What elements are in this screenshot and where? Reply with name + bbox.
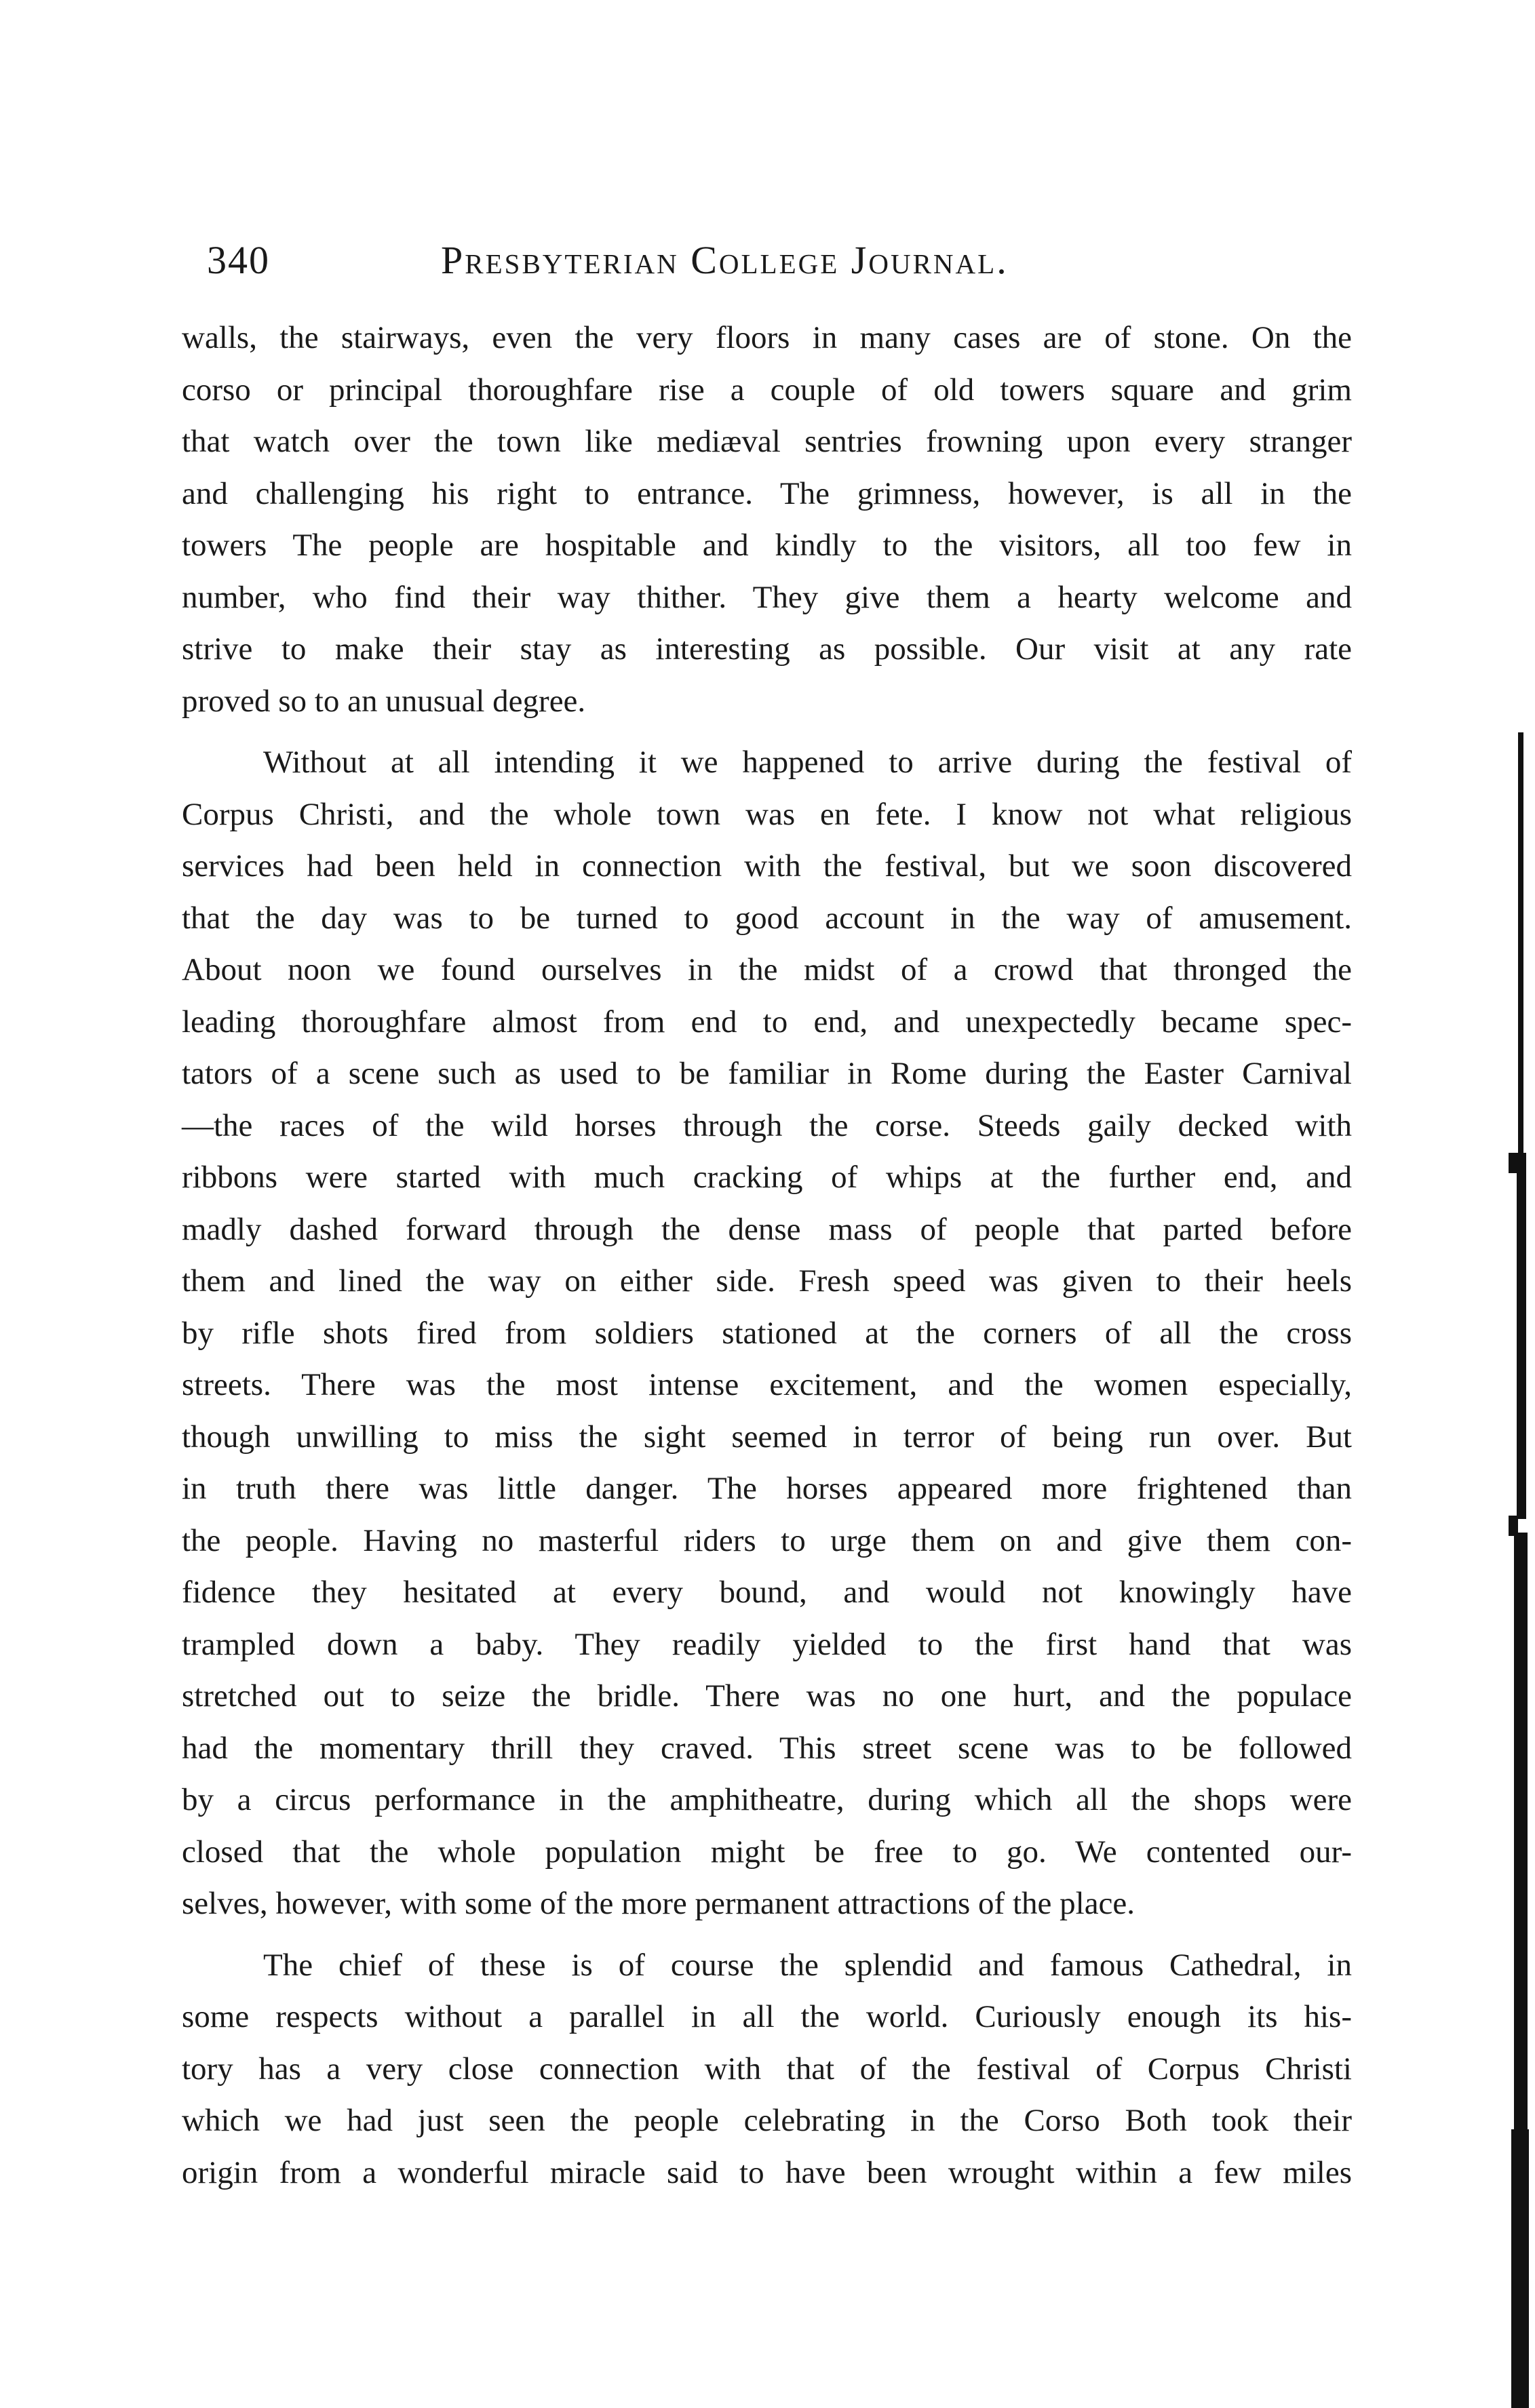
- text-line: trampled down a baby. They readily yielded to the first hand that was: [182, 1626, 1352, 1662]
- text-line: The chief of these is of course the splendid and famous Cathedral, in: [263, 1947, 1352, 1983]
- scan-edge-shadow: [1514, 1533, 1528, 2129]
- running-head: Presbyterian College Journal.: [441, 238, 1009, 282]
- text-line: walls, the stairways, even the very floors in many cases are of stone. On the: [182, 320, 1352, 355]
- page-header: [207, 237, 1360, 298]
- text-line: services had been held in connection with the festival, but we soon discovered: [182, 848, 1352, 884]
- text-line: tory has a very close connection with that of the festival of Corpus Christi: [182, 2051, 1352, 2087]
- body-text: [182, 312, 1352, 2198]
- text-line: the people. Having no masterful riders to urge them on and give them con-: [182, 1522, 1352, 1558]
- text-line: tators of a scene such as used to be familiar in Rome during the Easter Carnival: [182, 1056, 1352, 1091]
- text-line: number, who find their way thither. They give them a hearty welcome and: [182, 579, 1352, 615]
- text-line: ribbons were started with much cracking of whips at the further end, and: [182, 1160, 1352, 1195]
- text-line: and challenging his right to entrance. The grimness, however, is all in the: [182, 475, 1352, 511]
- text-line: strive to make their stay as interesting as possible. Our visit at any rate: [182, 631, 1352, 667]
- text-line: madly dashed forward through the dense mass of people that parted before: [182, 1211, 1352, 1247]
- text-line: by rifle shots fired from soldiers stationed at the corners of all the cross: [182, 1315, 1352, 1351]
- text-line: in truth there was little danger. The horses appeared more frightened than: [182, 1471, 1352, 1506]
- text-line: proved so to an unusual degree.: [182, 683, 586, 719]
- text-line: some respects without a parallel in all the world. Curiously enough its his-: [182, 1999, 1352, 2034]
- text-line: towers The people are hospitable and kindly to the visitors, all too few in: [182, 528, 1352, 563]
- text-line: origin from a wonderful miracle said to have been wrought within a few miles: [182, 2154, 1352, 2190]
- text-line: by a circus performance in the amphitheatre, during which all the shops were: [182, 1782, 1352, 1817]
- text-line: —the races of the wild horses through the corse. Steeds gaily decked with: [182, 1107, 1352, 1143]
- text-line: About noon we found ourselves in the midst of a crowd that thronged the: [182, 952, 1352, 987]
- paragraph-2: [182, 736, 1352, 1930]
- scan-edge-mark: [1509, 1516, 1518, 1536]
- text-line: leading thoroughfare almost from end to end, and unexpectedly became spec-: [182, 1004, 1352, 1040]
- page-number: 340: [207, 238, 270, 282]
- text-line: them and lined the way on either side. Fresh speed was given to their heels: [182, 1263, 1352, 1299]
- text-line: streets. There was the most intense excitement, and the women especially,: [182, 1367, 1352, 1402]
- text-line: stretched out to seize the bridle. There was no one hurt, and the populace: [182, 1678, 1352, 1714]
- text-line: Without at all intending it we happened to arrive during the festival of: [263, 745, 1352, 780]
- text-line: Corpus Christi, and the whole town was en fete. I know not what religious: [182, 796, 1352, 832]
- text-line: had the momentary thrill they craved. This street scene was to be followed: [182, 1730, 1352, 1766]
- text-line: though unwilling to miss the sight seemed in terror of being run over. But: [182, 1419, 1352, 1455]
- text-line: fidence they hesitated at every bound, and would not knowingly have: [182, 1575, 1352, 1610]
- scan-edge-shadow: [1518, 732, 1523, 1153]
- text-line: corso or principal thoroughfare rise a couple of old towers square and grim: [182, 372, 1352, 408]
- text-line: that the day was to be turned to good account in the way of amusement.: [182, 900, 1352, 936]
- text-line: that watch over the town like mediæval sentries frowning upon every stranger: [182, 424, 1352, 459]
- paragraph-1: [182, 312, 1352, 727]
- text-line: selves, however, with some of the more permanent attractions of the place.: [182, 1886, 1135, 1921]
- scan-edge-shadow: [1511, 2129, 1529, 2408]
- scan-edge-mark: [1509, 1153, 1518, 1173]
- text-line: which we had just seen the people celebrating in the Corso Both took their: [182, 2103, 1352, 2138]
- scan-edge-shadow: [1517, 1153, 1526, 1519]
- text-line: closed that the whole population might be free to go. We contented our-: [182, 1834, 1352, 1870]
- paragraph-3: [182, 1939, 1352, 2199]
